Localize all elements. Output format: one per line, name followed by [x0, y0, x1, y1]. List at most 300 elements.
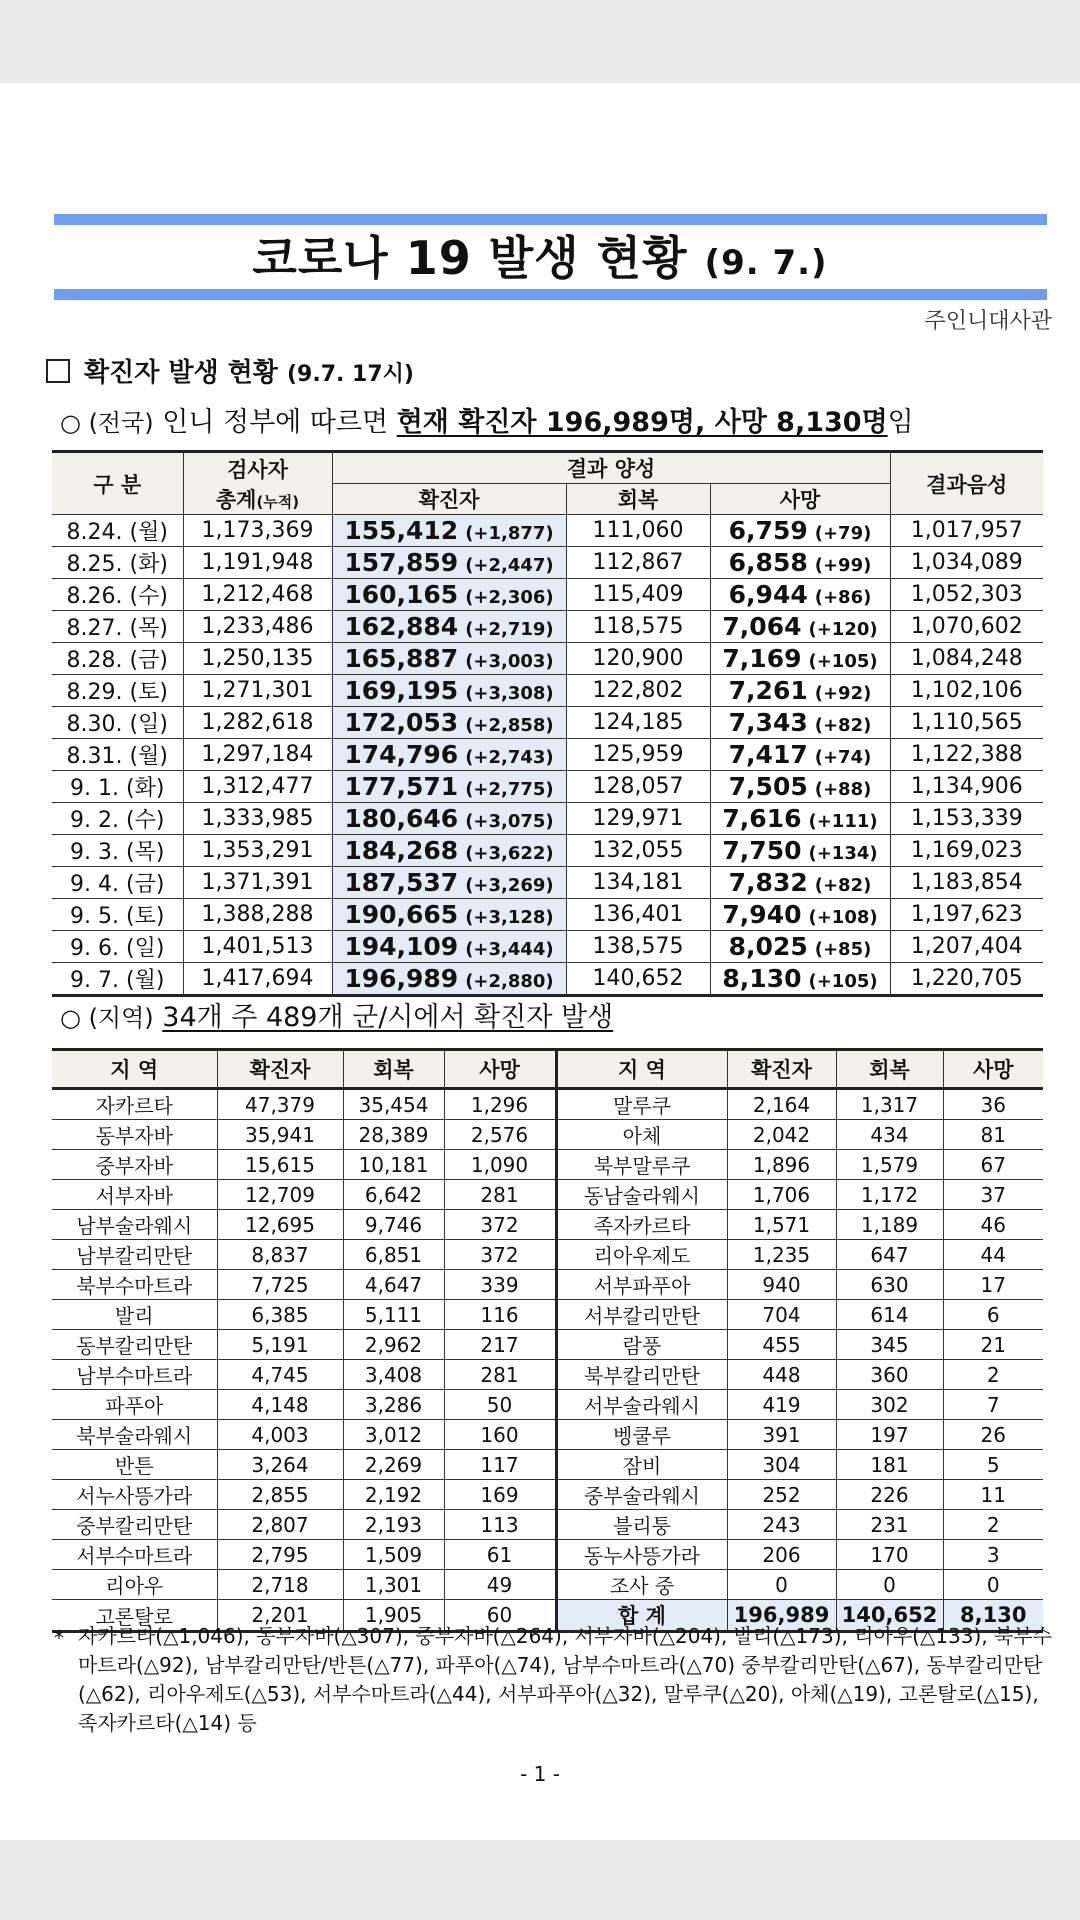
table-row — [52, 1510, 1043, 1540]
right-confirmed-cell: 1,235 — [727, 1240, 836, 1270]
table-row — [52, 1180, 1043, 1210]
confirmed-increase: (+1,877) — [465, 523, 554, 544]
left-region-cell: 중부자바 — [52, 1150, 217, 1180]
footnote-text: 자카르타(△1,046), 동부자바(△307), 중부자바(△264), 서부자바(△204), 발리(△173), 리아우(△133), 북부수마트라(△92), 남부칼리만탄/반튼(△77), 파푸아(△74), 남부수마트라(△70) 중부칼리만탄(△67), 동부칼리만탄(△62), 리아우제도(△53), 서부수마트라(△44), 서부파푸아(△32), 말루쿠(△20), 아체(△19), 고론탈로(△15), 족자카르타(△14) 등 — [78, 1624, 1053, 1735]
right-confirmed-cell: 0 — [727, 1570, 836, 1600]
confirmed-cell — [332, 931, 566, 963]
deaths-cell — [710, 963, 890, 996]
deaths-value: 7,616 — [722, 804, 802, 833]
negative-cell: 1,052,303 — [890, 579, 1043, 611]
table-row — [52, 1420, 1043, 1450]
date-cell: 9. 1. (화) — [52, 771, 183, 803]
left-confirmed-cell: 6,385 — [217, 1300, 343, 1330]
left-region-cell: 서부자바 — [52, 1180, 217, 1210]
right-confirmed-cell: 448 — [727, 1360, 836, 1390]
deaths-value: 7,832 — [728, 868, 808, 897]
right-recovered-cell: 647 — [836, 1240, 943, 1270]
left-deaths-cell: 169 — [444, 1480, 556, 1510]
right-confirmed-cell: 1,706 — [727, 1180, 836, 1210]
right-deaths-cell: 37 — [943, 1180, 1043, 1210]
confirmed-cell — [332, 899, 566, 931]
left-confirmed-cell: 5,191 — [217, 1330, 343, 1360]
confirmed-increase: (+3,444) — [465, 939, 554, 960]
negative-cell: 1,034,089 — [890, 547, 1043, 579]
table-row — [52, 515, 1043, 547]
right-recovered-cell: 630 — [836, 1270, 943, 1300]
left-region-cell: 중부칼리만탄 — [52, 1510, 217, 1540]
deaths-value: 7,750 — [722, 836, 802, 865]
right-region-cell: 아체 — [556, 1120, 727, 1150]
right-recovered-cell: 302 — [836, 1390, 943, 1420]
left-deaths-cell: 1,090 — [444, 1150, 556, 1180]
left-deaths-cell: 50 — [444, 1390, 556, 1420]
section-subtitle: (9.7. 17시) — [286, 362, 414, 387]
deaths-value: 8,130 — [722, 964, 802, 993]
left-recovered-cell: 9,746 — [343, 1210, 444, 1240]
left-recovered-cell: 3,012 — [343, 1420, 444, 1450]
left-recovered-cell: 10,181 — [343, 1150, 444, 1180]
table-row — [52, 707, 1043, 739]
right-region-cell: 북부칼리만탄 — [556, 1360, 727, 1390]
table-row — [52, 579, 1043, 611]
left-region-cell: 북부수마트라 — [52, 1270, 217, 1300]
recovered-cell: 112,867 — [566, 547, 710, 579]
national-suffix: 임 — [887, 407, 914, 438]
confirmed-increase: (+2,743) — [465, 747, 554, 768]
table-row — [52, 675, 1043, 707]
deaths-value: 8,025 — [728, 932, 808, 961]
confirmed-cell — [332, 643, 566, 675]
right-recovered-cell: 1,317 — [836, 1089, 943, 1120]
deaths-value: 6,944 — [728, 580, 808, 609]
negative-cell: 1,110,565 — [890, 707, 1043, 739]
deaths-increase: (+85) — [814, 939, 872, 960]
left-region-cell: 자카르타 — [52, 1089, 217, 1120]
header-tests-note: (누적) — [256, 492, 300, 511]
confirmed-value: 180,646 — [344, 804, 459, 833]
table-row — [52, 835, 1043, 867]
right-region-cell: 동남술라웨시 — [556, 1180, 727, 1210]
left-confirmed-cell: 8,837 — [217, 1240, 343, 1270]
date-cell: 9. 2. (수) — [52, 803, 183, 835]
right-region-cell: 북부말루쿠 — [556, 1150, 727, 1180]
right-recovered-cell: 345 — [836, 1330, 943, 1360]
deaths-increase: (+82) — [814, 875, 872, 896]
right-confirmed-cell: 940 — [727, 1270, 836, 1300]
header-tests — [183, 452, 332, 515]
left-recovered-cell: 6,642 — [343, 1180, 444, 1210]
right-confirmed-cell: 1,896 — [727, 1150, 836, 1180]
left-recovered-cell: 1,509 — [343, 1540, 444, 1570]
left-recovered-cell: 3,286 — [343, 1390, 444, 1420]
negative-cell: 1,102,106 — [890, 675, 1043, 707]
right-deaths-cell: 11 — [943, 1480, 1043, 1510]
deaths-value: 6,858 — [728, 548, 808, 577]
confirmed-increase: (+3,308) — [465, 683, 554, 704]
recovered-cell: 132,055 — [566, 835, 710, 867]
header-deaths-right: 사망 — [943, 1050, 1043, 1089]
deaths-cell — [710, 867, 890, 899]
right-deaths-cell: 3 — [943, 1540, 1043, 1570]
deaths-cell — [710, 515, 890, 547]
left-deaths-cell: 372 — [444, 1240, 556, 1270]
confirmed-value: 187,537 — [344, 868, 459, 897]
right-region-cell: 동누사뜽가라 — [556, 1540, 727, 1570]
table-row — [52, 1120, 1043, 1150]
right-confirmed-cell: 252 — [727, 1480, 836, 1510]
confirmed-increase: (+3,003) — [465, 651, 554, 672]
deaths-cell — [710, 771, 890, 803]
right-recovered-cell: 1,172 — [836, 1180, 943, 1210]
deaths-cell — [710, 675, 890, 707]
left-deaths-cell: 117 — [444, 1450, 556, 1480]
negative-cell: 1,169,023 — [890, 835, 1043, 867]
tests-cell: 1,388,288 — [183, 899, 332, 931]
header-confirmed-left: 확진자 — [217, 1050, 343, 1089]
date-cell: 9. 4. (금) — [52, 867, 183, 899]
left-confirmed-cell: 2,855 — [217, 1480, 343, 1510]
footnote — [54, 1622, 1054, 1738]
right-deaths-cell: 2 — [943, 1510, 1043, 1540]
right-deaths-cell: 81 — [943, 1120, 1043, 1150]
date-cell: 8.29. (토) — [52, 675, 183, 707]
confirmed-increase: (+2,880) — [465, 971, 554, 992]
confirmed-cell — [332, 579, 566, 611]
right-region-cell: 블리퉁 — [556, 1510, 727, 1540]
header-recovered: 회복 — [566, 484, 710, 515]
right-confirmed-cell: 2,164 — [727, 1089, 836, 1120]
left-region-cell: 동부칼리만탄 — [52, 1330, 217, 1360]
confirmed-value: 177,571 — [344, 772, 459, 801]
confirmed-value: 162,884 — [344, 612, 459, 641]
deaths-cell — [710, 707, 890, 739]
right-deaths-cell: 44 — [943, 1240, 1043, 1270]
left-deaths-cell: 1,296 — [444, 1089, 556, 1120]
title-bar-bottom — [54, 289, 1047, 300]
tests-cell: 1,282,618 — [183, 707, 332, 739]
table-row — [52, 771, 1043, 803]
negative-cell: 1,153,339 — [890, 803, 1043, 835]
left-confirmed-cell: 47,379 — [217, 1089, 343, 1120]
negative-cell: 1,134,906 — [890, 771, 1043, 803]
date-cell: 9. 5. (토) — [52, 899, 183, 931]
confirmed-increase: (+2,858) — [465, 715, 554, 736]
negative-cell: 1,070,602 — [890, 611, 1043, 643]
page-title — [0, 222, 1080, 288]
left-region-cell: 고론탈로 — [52, 1600, 217, 1632]
deaths-cell — [710, 803, 890, 835]
confirmed-increase: (+3,622) — [465, 843, 554, 864]
deaths-cell — [710, 835, 890, 867]
total-confirmed: 196,989 — [727, 1600, 836, 1632]
right-region-cell: 조사 중 — [556, 1570, 727, 1600]
left-recovered-cell: 3,408 — [343, 1360, 444, 1390]
header-deaths-left: 사망 — [444, 1050, 556, 1089]
recovered-cell: 122,802 — [566, 675, 710, 707]
left-confirmed-cell: 15,615 — [217, 1150, 343, 1180]
national-table-body — [52, 515, 1043, 996]
left-deaths-cell: 217 — [444, 1330, 556, 1360]
header-recovered-right: 회복 — [836, 1050, 943, 1089]
national-text: 인니 정부에 따르면 — [162, 407, 389, 438]
tests-cell: 1,173,369 — [183, 515, 332, 547]
deaths-cell — [710, 547, 890, 579]
right-confirmed-cell: 243 — [727, 1510, 836, 1540]
table-row — [52, 899, 1043, 931]
left-confirmed-cell: 4,745 — [217, 1360, 343, 1390]
left-region-cell: 반튼 — [52, 1450, 217, 1480]
table-row — [52, 931, 1043, 963]
right-deaths-cell: 26 — [943, 1420, 1043, 1450]
total-label: 합 계 — [556, 1600, 727, 1632]
tests-cell: 1,233,486 — [183, 611, 332, 643]
header-tests-bottom: 총계 — [215, 487, 257, 512]
deaths-increase: (+105) — [808, 971, 878, 992]
deaths-cell — [710, 643, 890, 675]
table-row — [52, 867, 1043, 899]
left-confirmed-cell: 4,148 — [217, 1390, 343, 1420]
confirmed-value: 155,412 — [344, 516, 459, 545]
deaths-increase: (+82) — [814, 715, 872, 736]
tests-cell: 1,271,301 — [183, 675, 332, 707]
left-confirmed-cell: 2,795 — [217, 1540, 343, 1570]
confirmed-value: 184,268 — [344, 836, 459, 865]
table-row — [52, 643, 1043, 675]
right-recovered-cell: 614 — [836, 1300, 943, 1330]
national-highlight: 현재 확진자 196,989명, 사망 8,130명 — [396, 407, 888, 438]
left-deaths-cell: 60 — [444, 1600, 556, 1632]
tests-cell: 1,212,468 — [183, 579, 332, 611]
deaths-cell — [710, 899, 890, 931]
right-deaths-cell: 36 — [943, 1089, 1043, 1120]
deaths-value: 7,343 — [728, 708, 808, 737]
deaths-increase: (+108) — [808, 907, 878, 928]
right-confirmed-cell: 206 — [727, 1540, 836, 1570]
left-deaths-cell: 339 — [444, 1270, 556, 1300]
right-confirmed-cell: 304 — [727, 1450, 836, 1480]
table-row — [52, 1570, 1043, 1600]
table-row — [52, 547, 1043, 579]
title-text: 코로나 19 발생 현황 — [252, 231, 688, 285]
right-recovered-cell: 170 — [836, 1540, 943, 1570]
deaths-increase: (+134) — [808, 843, 878, 864]
right-deaths-cell: 5 — [943, 1450, 1043, 1480]
right-recovered-cell: 231 — [836, 1510, 943, 1540]
deaths-value: 7,505 — [728, 772, 808, 801]
date-cell: 8.31. (월) — [52, 739, 183, 771]
confirmed-value: 160,165 — [344, 580, 459, 609]
deaths-increase: (+92) — [814, 683, 872, 704]
date-cell: 8.27. (목) — [52, 611, 183, 643]
recovered-cell: 140,652 — [566, 963, 710, 996]
left-confirmed-cell: 2,201 — [217, 1600, 343, 1632]
left-recovered-cell: 28,389 — [343, 1120, 444, 1150]
negative-cell: 1,084,248 — [890, 643, 1043, 675]
embassy-label: 주인니대사관 — [924, 309, 1052, 334]
table-row — [52, 1300, 1043, 1330]
regional-table-body — [52, 1089, 1043, 1632]
deaths-increase: (+88) — [814, 779, 872, 800]
confirmed-value: 169,195 — [344, 676, 459, 705]
tests-cell: 1,371,391 — [183, 867, 332, 899]
checkbox-square-icon — [46, 359, 70, 383]
confirmed-increase: (+2,306) — [465, 587, 554, 608]
left-deaths-cell: 113 — [444, 1510, 556, 1540]
right-region-cell: 족자카르타 — [556, 1210, 727, 1240]
table-row — [52, 1270, 1043, 1300]
date-cell: 9. 6. (일) — [52, 931, 183, 963]
confirmed-cell — [332, 835, 566, 867]
confirmed-increase: (+3,075) — [465, 811, 554, 832]
left-confirmed-cell: 2,807 — [217, 1510, 343, 1540]
left-recovered-cell: 5,111 — [343, 1300, 444, 1330]
confirmed-cell — [332, 707, 566, 739]
left-recovered-cell: 2,962 — [343, 1330, 444, 1360]
right-region-cell: 서부파푸아 — [556, 1270, 727, 1300]
table-row — [52, 611, 1043, 643]
confirmed-value: 194,109 — [344, 932, 459, 961]
right-recovered-cell: 197 — [836, 1420, 943, 1450]
right-confirmed-cell: 1,571 — [727, 1210, 836, 1240]
right-recovered-cell: 1,579 — [836, 1150, 943, 1180]
table-row — [52, 1210, 1043, 1240]
tests-cell: 1,401,513 — [183, 931, 332, 963]
left-recovered-cell: 2,192 — [343, 1480, 444, 1510]
left-deaths-cell: 116 — [444, 1300, 556, 1330]
confirmed-value: 196,989 — [344, 964, 459, 993]
left-confirmed-cell: 12,695 — [217, 1210, 343, 1240]
tests-cell: 1,250,135 — [183, 643, 332, 675]
confirmed-cell — [332, 547, 566, 579]
right-region-cell: 람풍 — [556, 1330, 727, 1360]
right-region-cell: 서부술라웨시 — [556, 1390, 727, 1420]
right-region-cell: 리아우제도 — [556, 1240, 727, 1270]
tests-cell: 1,191,948 — [183, 547, 332, 579]
deaths-increase: (+111) — [808, 811, 878, 832]
negative-cell: 1,220,705 — [890, 963, 1043, 996]
confirmed-increase: (+2,775) — [465, 779, 554, 800]
table-row — [52, 1360, 1043, 1390]
right-recovered-cell: 434 — [836, 1120, 943, 1150]
left-region-cell: 파푸아 — [52, 1390, 217, 1420]
right-region-cell: 중부술라웨시 — [556, 1480, 727, 1510]
confirmed-value: 157,859 — [344, 548, 459, 577]
table-row — [52, 1330, 1043, 1360]
right-recovered-cell: 181 — [836, 1450, 943, 1480]
left-recovered-cell: 1,905 — [343, 1600, 444, 1632]
right-region-cell: 잠비 — [556, 1450, 727, 1480]
deaths-increase: (+105) — [808, 651, 878, 672]
negative-cell: 1,207,404 — [890, 931, 1043, 963]
confirmed-value: 165,887 — [344, 644, 459, 673]
header-region-left: 지 역 — [52, 1050, 217, 1089]
confirmed-value: 174,796 — [344, 740, 459, 769]
left-deaths-cell: 281 — [444, 1360, 556, 1390]
left-deaths-cell: 281 — [444, 1180, 556, 1210]
section-heading — [46, 352, 414, 389]
deaths-value: 6,759 — [728, 516, 808, 545]
left-deaths-cell: 2,576 — [444, 1120, 556, 1150]
tests-cell: 1,297,184 — [183, 739, 332, 771]
national-summary — [60, 400, 914, 439]
left-region-cell: 동부자바 — [52, 1120, 217, 1150]
right-region-cell: 벵쿨루 — [556, 1420, 727, 1450]
date-cell: 8.30. (일) — [52, 707, 183, 739]
left-confirmed-cell: 7,725 — [217, 1270, 343, 1300]
table-row — [52, 1240, 1043, 1270]
deaths-increase: (+79) — [814, 523, 872, 544]
left-confirmed-cell: 2,718 — [217, 1570, 343, 1600]
confirmed-increase: (+3,128) — [465, 907, 554, 928]
recovered-cell: 134,181 — [566, 867, 710, 899]
right-region-cell: 서부칼리만탄 — [556, 1300, 727, 1330]
right-confirmed-cell: 704 — [727, 1300, 836, 1330]
deaths-increase: (+99) — [814, 555, 872, 576]
date-cell: 8.25. (화) — [52, 547, 183, 579]
deaths-cell — [710, 739, 890, 771]
national-table — [52, 450, 1043, 997]
recovered-cell: 125,959 — [566, 739, 710, 771]
confirmed-value: 172,053 — [344, 708, 459, 737]
header-recovered-left: 회복 — [343, 1050, 444, 1089]
tests-cell: 1,353,291 — [183, 835, 332, 867]
left-recovered-cell: 1,301 — [343, 1570, 444, 1600]
confirmed-value: 190,665 — [344, 900, 459, 929]
right-recovered-cell: 1,189 — [836, 1210, 943, 1240]
confirmed-cell — [332, 803, 566, 835]
left-recovered-cell: 4,647 — [343, 1270, 444, 1300]
right-deaths-cell: 2 — [943, 1360, 1043, 1390]
section-title: 확진자 발생 현황 — [84, 358, 278, 388]
tests-cell: 1,333,985 — [183, 803, 332, 835]
deaths-cell — [710, 931, 890, 963]
right-deaths-cell: 67 — [943, 1150, 1043, 1180]
tests-cell: 1,312,477 — [183, 771, 332, 803]
negative-cell: 1,197,623 — [890, 899, 1043, 931]
left-region-cell: 서누사뜽가라 — [52, 1480, 217, 1510]
confirmed-increase: (+2,447) — [465, 555, 554, 576]
recovered-cell: 115,409 — [566, 579, 710, 611]
date-cell: 8.26. (수) — [52, 579, 183, 611]
right-deaths-cell: 21 — [943, 1330, 1043, 1360]
left-recovered-cell: 2,269 — [343, 1450, 444, 1480]
table-row — [52, 1150, 1043, 1180]
right-recovered-cell: 0 — [836, 1570, 943, 1600]
right-deaths-cell: 7 — [943, 1390, 1043, 1420]
deaths-value: 7,940 — [722, 900, 802, 929]
table-row — [52, 1540, 1043, 1570]
recovered-cell: 120,900 — [566, 643, 710, 675]
left-region-cell: 남부수마트라 — [52, 1360, 217, 1390]
recovered-cell: 111,060 — [566, 515, 710, 547]
right-deaths-cell: 46 — [943, 1210, 1043, 1240]
right-recovered-cell: 226 — [836, 1480, 943, 1510]
header-tests-top: 검사자 — [227, 457, 288, 482]
header-confirmed-right: 확진자 — [727, 1050, 836, 1089]
confirmed-increase: (+2,719) — [465, 619, 554, 640]
header-negative: 결과음성 — [890, 452, 1043, 515]
left-region-cell: 북부술라웨시 — [52, 1420, 217, 1450]
confirmed-cell — [332, 611, 566, 643]
title-date: (9. 7.) — [704, 243, 828, 283]
table-row — [52, 963, 1043, 996]
negative-cell: 1,122,388 — [890, 739, 1043, 771]
right-confirmed-cell: 455 — [727, 1330, 836, 1360]
date-cell: 9. 3. (목) — [52, 835, 183, 867]
deaths-value: 7,417 — [728, 740, 808, 769]
left-deaths-cell: 49 — [444, 1570, 556, 1600]
deaths-value: 7,261 — [728, 676, 808, 705]
